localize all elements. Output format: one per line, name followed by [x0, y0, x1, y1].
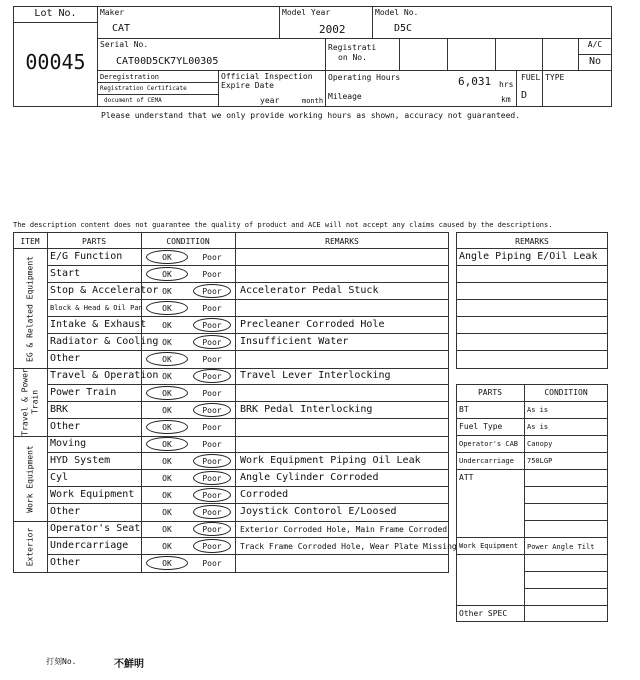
condition-ok: OK: [162, 559, 172, 568]
right-cond-cab: Canopy: [527, 440, 553, 448]
condition-ok: OK: [162, 508, 172, 517]
remark-text: Exterior Corroded Hole, Main Frame Corroded: [240, 525, 448, 534]
official-inspection-label: Official Inspection: [221, 72, 313, 81]
condition-ok: OK: [162, 253, 172, 262]
poor-selected-circle: [193, 403, 231, 417]
condition-ok: OK: [162, 270, 172, 279]
serial-value: CAT00D5CK7YL00305: [116, 56, 219, 67]
hours-unit: hrs: [499, 80, 514, 89]
right-remark-text: Angle Piping E/Oil Leak: [459, 251, 598, 262]
month-label: month: [302, 97, 324, 105]
remark-text: Track Frame Corroded Hole, Wear Plate Missing: [240, 542, 457, 551]
ac-label: A/C: [587, 40, 603, 49]
operating-hours-label: Operating Hours: [328, 73, 401, 82]
part-name: Other: [50, 421, 81, 432]
group-label-exterior: Exterior: [25, 527, 35, 567]
group-label-eg: EG & Related Equipment: [25, 256, 35, 362]
registration-label-2: on No.: [338, 53, 367, 62]
remark-text: Insufficient Water: [240, 336, 349, 347]
ok-selected-circle: [146, 352, 188, 366]
condition-ok: OK: [162, 440, 172, 449]
col-remarks: REMARKS: [325, 237, 359, 246]
right-part-other-spec: Other SPEC: [459, 609, 508, 618]
condition-ok: OK: [162, 389, 172, 398]
condition-ok: OK: [162, 423, 172, 432]
condition-ok: OK: [162, 491, 172, 500]
ok-selected-circle: [146, 556, 188, 570]
poor-selected-circle: [193, 454, 231, 468]
right-cond-work-equipment: Power Angle Tilt: [527, 543, 595, 551]
fuel-type-value: D: [521, 90, 528, 101]
poor-selected-circle: [193, 369, 231, 383]
poor-selected-circle: [193, 505, 231, 519]
right-part-bt: BT: [459, 405, 469, 414]
disclaimer: The description content does not guarantee the quality of product and ACE will not accept any claims caused by the descriptions.: [13, 221, 553, 229]
poor-selected-circle: [193, 488, 231, 502]
group-label-travel: Travel & Power: [20, 368, 30, 436]
poor-selected-circle: [193, 522, 231, 536]
condition-poor: Poor: [202, 525, 222, 534]
condition-ok: OK: [162, 372, 172, 381]
part-name: Radiator & Cooling: [50, 336, 159, 347]
right-part-undercarriage: Undercarriage: [459, 457, 514, 465]
model-year-label: Model Year: [282, 8, 331, 17]
condition-poor: Poor: [202, 253, 222, 262]
remark-text: Accelerator Pedal Stuck: [240, 285, 379, 296]
part-name: Other: [50, 557, 81, 568]
fuel-type-label: FUEL TYPE: [521, 73, 565, 82]
ac-value: No: [588, 56, 602, 67]
right-part-att: ATT: [459, 473, 474, 482]
remark-text: Travel Lever Interlocking: [240, 370, 391, 381]
serial-label: Serial No.: [100, 40, 149, 49]
condition-poor: Poor: [202, 508, 222, 517]
condition-poor: Poor: [202, 338, 222, 347]
right-cond-fuel: As is: [527, 423, 549, 431]
ok-selected-circle: [146, 267, 188, 281]
dereg-label: Deregistration: [100, 73, 160, 81]
mileage-label: Mileage: [328, 92, 362, 101]
cema-label: document of CEMA: [104, 97, 162, 104]
col-condition: CONDITION: [166, 237, 210, 246]
part-name: Undercarriage: [50, 540, 129, 551]
group-label-work: Work Equipment: [25, 445, 35, 513]
right-part-fuel: Fuel Type: [459, 422, 503, 431]
year-label: year: [260, 96, 280, 105]
part-name: Cyl: [50, 472, 69, 483]
condition-poor: Poor: [202, 423, 222, 432]
condition-poor: Poor: [202, 355, 222, 364]
part-name: Moving: [50, 438, 87, 449]
part-name: Work Equipment: [50, 489, 135, 500]
part-name: Travel & Operation: [50, 370, 159, 381]
condition-ok: OK: [162, 542, 172, 551]
maker-label: Maker: [100, 8, 125, 17]
ok-selected-circle: [146, 301, 188, 315]
condition-ok: OK: [162, 525, 172, 534]
remark-text: Work Equipment Piping Oil Leak: [240, 455, 421, 466]
condition-poor: Poor: [202, 270, 222, 279]
condition-poor: Poor: [202, 304, 222, 313]
poor-selected-circle: [193, 335, 231, 349]
stamp-label: 打刻No.: [46, 657, 77, 666]
part-name: Block & Head & Oil Pan: [50, 304, 143, 312]
model-year-value: 2002: [319, 23, 346, 36]
poor-selected-circle: [193, 284, 231, 298]
condition-poor: Poor: [202, 474, 222, 483]
condition-poor: Poor: [202, 406, 222, 415]
right-remarks-header: REMARKS: [515, 237, 549, 246]
ok-selected-circle: [146, 437, 188, 451]
poor-selected-circle: [193, 471, 231, 485]
remark-text: Angle Cylinder Corroded: [240, 472, 379, 483]
lot-label: Lot No.: [34, 8, 77, 19]
right-col-condition: CONDITION: [544, 388, 588, 397]
group-label-travel-2: Train: [30, 389, 40, 415]
remark-text: Precleaner Corroded Hole: [240, 319, 385, 330]
condition-poor: Poor: [202, 491, 222, 500]
part-name: E/G Function: [50, 251, 123, 262]
remark-text: Corroded: [240, 489, 289, 500]
lot-number: 00045: [25, 50, 86, 74]
condition-poor: Poor: [202, 559, 222, 568]
hours-note: Please understand that we only provide working hours as shown, accuracy not guaranteed.: [101, 111, 521, 120]
expire-date-label: Expire Date: [221, 81, 274, 90]
model-no-label: Model No.: [375, 8, 419, 17]
reg-cert-label: Registration Certificate: [100, 85, 187, 92]
right-part-work-equipment: Work Equipment: [459, 542, 519, 550]
condition-ok: OK: [162, 321, 172, 330]
right-part-cab: Operator's CAB: [459, 440, 519, 448]
col-parts: PARTS: [81, 237, 107, 246]
part-name: Operator's Seat: [50, 523, 141, 534]
condition-ok: OK: [162, 355, 172, 364]
condition-ok: OK: [162, 406, 172, 415]
remark-text: BRK Pedal Interlocking: [240, 404, 373, 415]
ok-selected-circle: [146, 250, 188, 264]
right-col-parts: PARTS: [477, 388, 503, 397]
model-no-value: D5C: [394, 23, 413, 34]
mileage-unit: km: [501, 95, 511, 104]
remark-text: Joystick Contorol E/Loosed: [240, 506, 397, 517]
condition-poor: Poor: [202, 440, 222, 449]
condition-poor: Poor: [202, 287, 222, 296]
poor-selected-circle: [193, 318, 231, 332]
condition-poor: Poor: [202, 542, 222, 551]
right-cond-undercarriage: 750LGP: [527, 457, 553, 465]
part-name: Intake & Exhaust: [50, 319, 147, 330]
condition-poor: Poor: [202, 321, 222, 330]
part-name: Other: [50, 353, 81, 364]
part-name: Other: [50, 506, 81, 517]
condition-poor: Poor: [202, 372, 222, 381]
operating-hours-value: 6,031: [458, 75, 492, 88]
part-name: HYD System: [50, 455, 111, 466]
condition-ok: OK: [162, 287, 172, 296]
stamp-value: 不鮮明: [114, 659, 144, 670]
part-name: Stop & Accelerator: [50, 285, 159, 296]
condition-poor: Poor: [202, 457, 222, 466]
ok-selected-circle: [146, 420, 188, 434]
condition-ok: OK: [162, 457, 172, 466]
condition-poor: Poor: [202, 389, 222, 398]
condition-ok: OK: [162, 338, 172, 347]
ok-selected-circle: [146, 386, 188, 400]
condition-ok: OK: [162, 304, 172, 313]
right-cond-bt: As is: [527, 406, 549, 414]
registration-label: Registrati: [328, 43, 377, 52]
part-name: Start: [50, 268, 81, 279]
part-name: Power Train: [50, 387, 117, 398]
maker-value: CAT: [112, 23, 131, 34]
col-item: ITEM: [20, 237, 40, 246]
condition-ok: OK: [162, 474, 172, 483]
part-name: BRK: [50, 404, 69, 415]
poor-selected-circle: [193, 539, 231, 553]
